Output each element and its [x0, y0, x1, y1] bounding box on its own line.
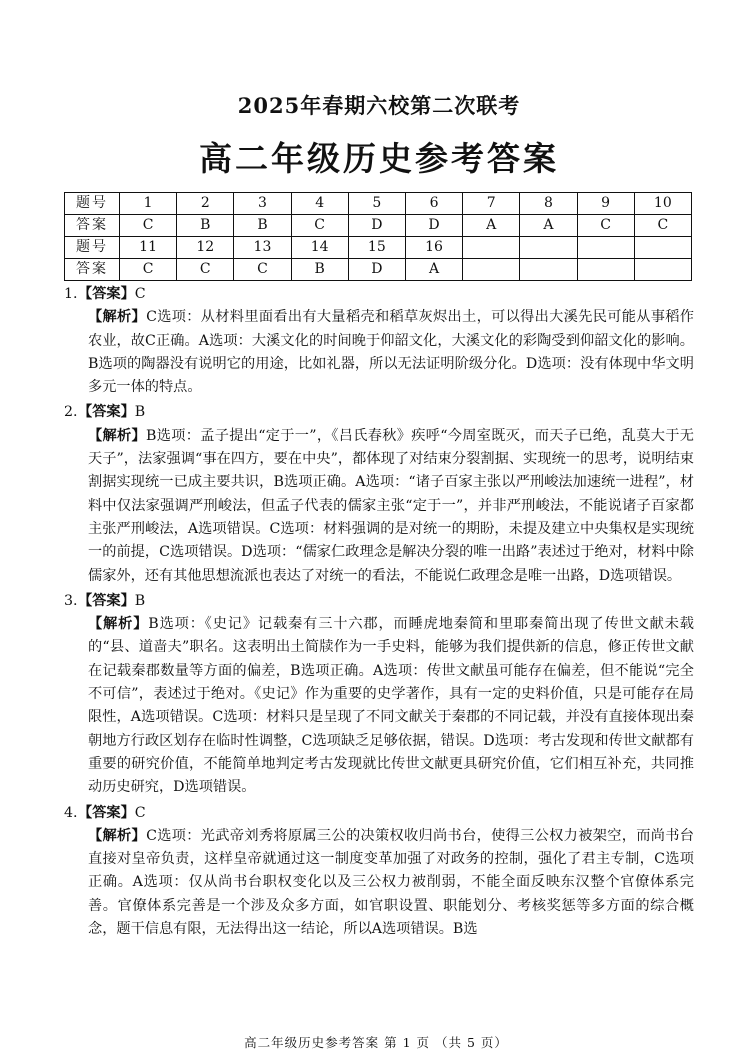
analysis-text: B选项：孟子提出“定于一”，《吕氏春秋》疾呼“今周室既灭，而天子已绝，乱莫大于无天子”，法家强调“事在四方，要在中央”，都体现了对结束分裂割据、实现统一的思考，说明结束割据实现统一已成主要共识，B选项正确。A选项：“诸子百家主张以严刑峻法加速统一进程”，材料中仅法家强调严刑峻法，但孟子代表的儒家主张“定于一”，并非严刑峻法，不能说诸子百家都主张严刑峻法，A选项错误。C选项：材料强调的是对统一的期盼，未提及建立中央集权是实现统一的前提，C选项错误。D选项：“儒家仁政理念是解决分裂的唯一出路”表述过于绝对，材料中除儒家外，还有其他思想流派也表达了对统一的看法，不能说仁政理念是唯一出路，D选项错误。	[88, 427, 694, 584]
answer-letter: C	[134, 286, 146, 302]
question-number-cell: 16	[405, 237, 462, 259]
analysis-text: C选项：从材料里面看出有大量稻壳和稻草灰烬出土，可以得出大溪先民可能从事稻作农业，故C正确。A选项：大溪文化的时间晚于仰韶文化，大溪文化的彩陶受到仰韶文化的影响。B选项的陶器没有说明它的用途，比如礼器，所以无法证明阶级分化。D选项：没有体现中华文明多元一体的特点。	[88, 309, 694, 396]
question-number-cell: 5	[348, 193, 405, 215]
answer-cell: B	[291, 259, 348, 281]
analysis-tag: 【解析】	[88, 827, 147, 844]
answer-cell: C	[577, 215, 634, 237]
answer-cell: C	[120, 215, 177, 237]
answer-cell: A	[463, 215, 520, 237]
analysis-text: C选项：光武帝刘秀将原属三公的决策权收归尚书台，使得三公权力被架空，而尚书台直接对皇帝负责，这样皇帝就通过这一制度变革加强了对政务的控制，强化了君主专制，C选项正确。A选项：仅从尚书台职权变化以及三公权力被削弱，不能全面反映东汉整个官僚体系完善。官僚体系完善是一个涉及众多方面，如官职设置、职能划分、考核奖惩等多方面的综合概念，题干信息有限，无法得出这一结论，所以A选项错误。B选	[88, 827, 694, 938]
question-number-cell: 9	[577, 193, 634, 215]
answer-cell: D	[348, 215, 405, 237]
answer-cell: D	[405, 215, 462, 237]
table-row-answers	[65, 259, 692, 281]
analysis-text: B选项：《史记》记载秦有三十六郡，而睡虎地秦简和里耶秦简出现了传世文献未载的“县、道啬夫”职名。这表明出土简牍作为一手史料，能够为我们提供新的信息，修正传世文献在记载秦郡数量等方面的偏差，B选项正确。A选项：传世文献虽可能存在偏差，但不能说“完全不可信”，表述过于绝对。《史记》作为重要的史学著作，具有一定的史料价值，只是可能存在局限性，A选项错误。C选项：材料只是呈现了不同文献关于秦郡的不同记载，并没有直接体现出秦朝地方行政区划存在临时性调整，C选项缺乏足够依据，错误。D选项：考古发现和传世文献都有重要的研究价值，不能简单地判定考古发现就比传世文献更具研究价值，它们相互补充，共同推动历史研究，D选项错误。	[88, 616, 694, 796]
answer-cell	[520, 259, 577, 281]
answer-cell: B	[234, 215, 291, 237]
analysis-paragraph	[64, 306, 694, 399]
answer-item	[64, 802, 694, 942]
answer-item	[64, 401, 694, 587]
question-number-cell	[463, 237, 520, 259]
question-number: 4.	[64, 804, 78, 821]
page-title: 高二年级历史参考答案	[199, 139, 559, 178]
question-number-cell: 14	[291, 237, 348, 259]
answer-cell	[634, 259, 691, 281]
analysis-paragraph	[64, 425, 694, 588]
answer-list	[64, 283, 694, 941]
answer-cell: C	[234, 259, 291, 281]
question-number-cell: 12	[177, 237, 234, 259]
answer-cell	[463, 259, 520, 281]
answer-item	[64, 283, 694, 399]
answer-cell: D	[348, 259, 405, 281]
answer-table	[64, 192, 692, 281]
answer-tag: 【答案】	[78, 404, 135, 421]
exam-header: 2025年春期六校第二次联考	[237, 93, 521, 118]
answer-line	[64, 802, 694, 825]
table-row-question-numbers	[65, 237, 692, 259]
analysis-tag: 【解析】	[88, 309, 147, 326]
answer-cell: C	[120, 259, 177, 281]
answer-letter: B	[134, 592, 146, 609]
question-number-cell: 8	[520, 193, 577, 215]
question-number-cell: 10	[634, 193, 691, 215]
row-label-answer: 答案	[65, 259, 120, 281]
answer-cell: A	[520, 215, 577, 237]
answer-line	[64, 401, 694, 424]
page-footer: 高二年级历史参考答案 第 1 页 （共 5 页）	[244, 1035, 508, 1050]
table-row-question-numbers	[65, 193, 692, 215]
answer-cell: B	[177, 215, 234, 237]
question-number-cell: 1	[120, 193, 177, 215]
answer-tag: 【答案】	[78, 286, 135, 302]
question-number: 1.	[64, 286, 78, 302]
question-number-cell: 15	[348, 237, 405, 259]
question-number-cell	[634, 237, 691, 259]
row-label-answer: 答案	[65, 215, 120, 237]
table-row-answers	[65, 215, 692, 237]
answer-cell: A	[405, 259, 462, 281]
answer-cell	[577, 259, 634, 281]
question-number: 2.	[64, 404, 78, 421]
answer-cell: C	[634, 215, 691, 237]
analysis-paragraph	[64, 825, 694, 941]
question-number: 3.	[64, 592, 78, 609]
analysis-tag: 【解析】	[88, 616, 149, 633]
question-number-cell: 11	[120, 237, 177, 259]
analysis-tag: 【解析】	[88, 427, 146, 444]
row-label-question: 题号	[65, 193, 120, 215]
question-number-cell: 6	[405, 193, 462, 215]
answer-line	[64, 283, 694, 306]
answer-tag: 【答案】	[78, 592, 135, 609]
question-number-cell	[577, 237, 634, 259]
answer-letter: B	[134, 404, 146, 421]
answer-item	[64, 590, 694, 800]
question-number-cell: 7	[463, 193, 520, 215]
answer-letter: C	[134, 804, 146, 821]
answer-cell: C	[177, 259, 234, 281]
question-number-cell: 3	[234, 193, 291, 215]
row-label-question: 题号	[65, 237, 120, 259]
answer-tag: 【答案】	[78, 804, 135, 821]
question-number-cell	[520, 237, 577, 259]
answer-cell: C	[291, 215, 348, 237]
answer-line	[64, 590, 694, 613]
question-number-cell: 2	[177, 193, 234, 215]
question-number-cell: 13	[234, 237, 291, 259]
analysis-paragraph	[64, 613, 694, 799]
question-number-cell: 4	[291, 193, 348, 215]
